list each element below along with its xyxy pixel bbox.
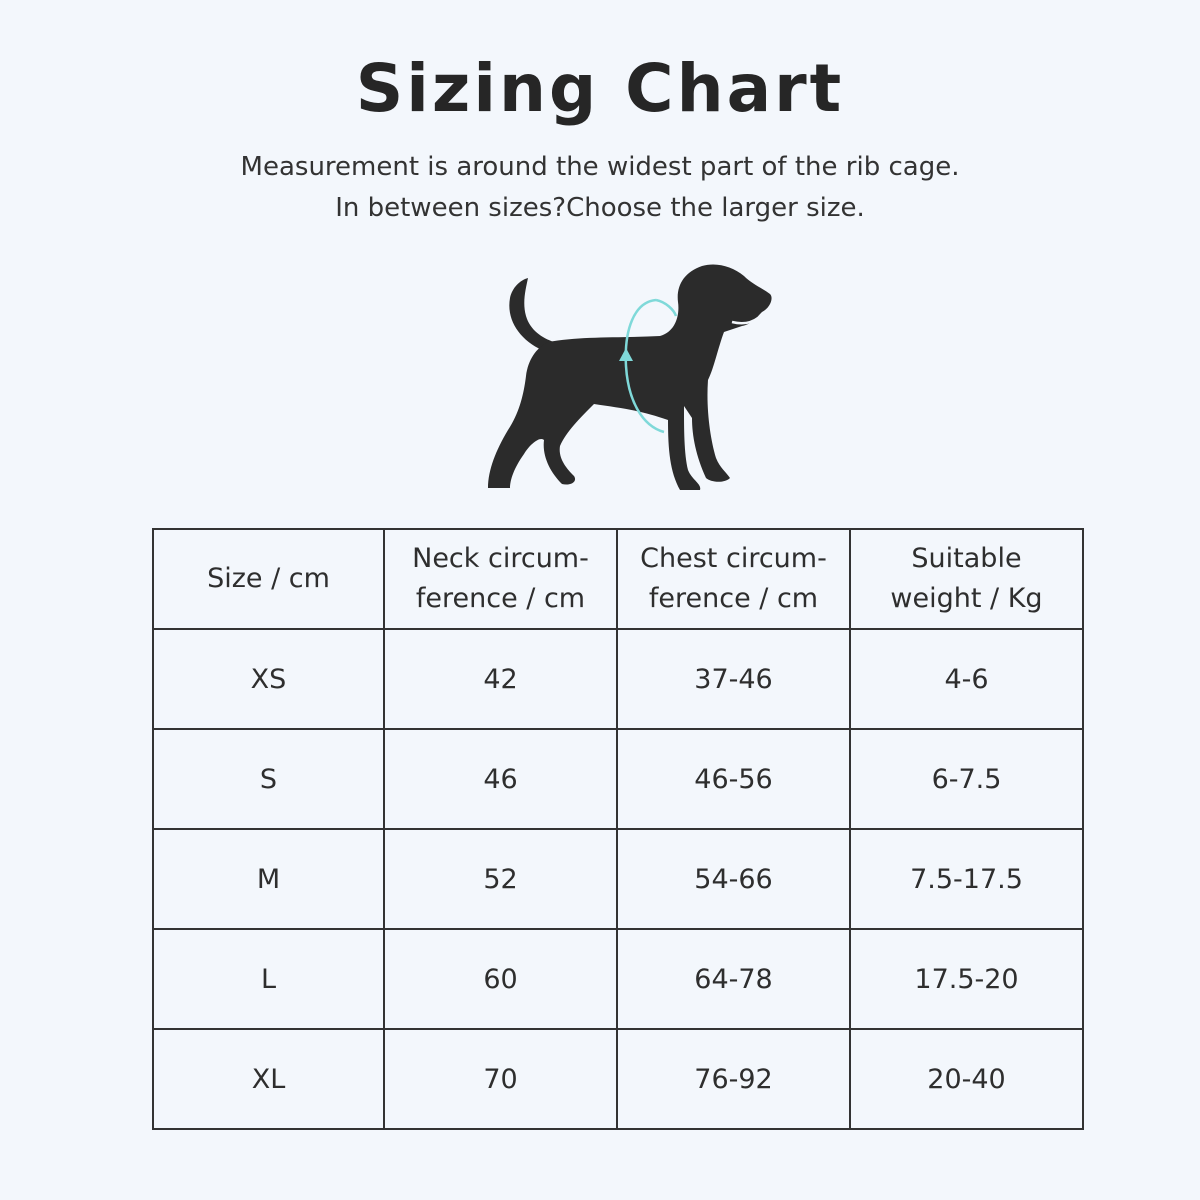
table-header-row — [153, 529, 1083, 629]
header-weight — [850, 529, 1083, 629]
cell-size: L — [153, 929, 384, 1029]
cell-chest: 64-78 — [617, 929, 850, 1029]
dog-body — [488, 264, 772, 490]
sizing-table — [152, 528, 1084, 1130]
cell-size: S — [153, 729, 384, 829]
header-chest — [617, 529, 850, 629]
header-weight-line2: weight / Kg — [890, 583, 1043, 614]
cell-chest: 76-92 — [617, 1029, 850, 1129]
cell-weight: 6-7.5 — [850, 729, 1083, 829]
cell-weight: 7.5-17.5 — [850, 829, 1083, 929]
cell-size: M — [153, 829, 384, 929]
header-weight-line1: Suitable — [911, 543, 1022, 574]
cell-neck: 46 — [384, 729, 617, 829]
dog-tail — [509, 278, 554, 350]
cell-weight: 17.5-20 — [850, 929, 1083, 1029]
cell-neck: 42 — [384, 629, 617, 729]
header-neck-line1: Neck circum- — [412, 543, 589, 574]
header-neck-line2: ference / cm — [415, 583, 586, 614]
header-size-label: Size / cm — [207, 563, 330, 594]
cell-size: XS — [153, 629, 384, 729]
cell-neck: 60 — [384, 929, 617, 1029]
cell-size: XL — [153, 1029, 384, 1129]
cell-weight: 4-6 — [850, 629, 1083, 729]
cell-chest: 46-56 — [617, 729, 850, 829]
header-chest-line2: ference / cm — [648, 583, 819, 614]
table-row — [153, 929, 1083, 1029]
header-neck — [384, 529, 617, 629]
header-size — [153, 529, 384, 629]
header-chest-line1: Chest circum- — [640, 543, 827, 574]
dog-measurement-icon — [470, 258, 790, 498]
cell-chest: 37-46 — [617, 629, 850, 729]
page-title: Sizing Chart — [355, 50, 845, 127]
cell-chest: 54-66 — [617, 829, 850, 929]
table-row — [153, 629, 1083, 729]
subtitle-measurement-note: Measurement is around the widest part of the rib cage. — [240, 152, 960, 182]
table-row — [153, 1029, 1083, 1129]
cell-weight: 20-40 — [850, 1029, 1083, 1129]
table-row — [153, 729, 1083, 829]
table-row — [153, 829, 1083, 929]
cell-neck: 70 — [384, 1029, 617, 1129]
cell-neck: 52 — [384, 829, 617, 929]
subtitle-size-advice: In between sizes?Choose the larger size. — [335, 193, 865, 223]
chest-measure-ring-back — [656, 300, 676, 316]
